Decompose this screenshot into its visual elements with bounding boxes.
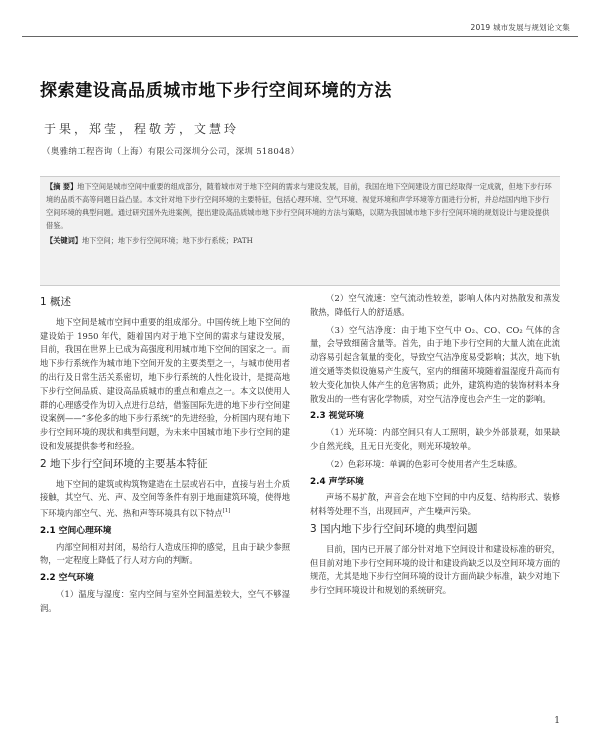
section-3-paragraph: 目前，国内已开展了部分针对地下空间设计和建设标准的研究，但目前对地下步行空间环境的设计和建设尚缺乏以及空间环境方面的规范，尤其是地下步行空间环境的设计方面尚缺少标准，缺少对地下步行空间环境设计和规划的系统研究。: [310, 543, 560, 596]
section-2-3-paragraph-2: （2）色彩环境：单调的色彩可令使用者产生乏味感。: [326, 458, 523, 469]
section-2-text: 地下空间的建筑或构筑物建造在土层或岩石中，直接与岩土介质接触，其空气、光、声、及空间等条件有别于地面建筑环境，使得地下环境内部空气、光、热和声等环境具有以下特点: [40, 478, 290, 518]
citation-ref: [1]: [222, 508, 231, 515]
section-2-4-paragraph: 声场不易扩散，声音会在地下空间的中内反复、结构形式、装修材料等处理不当，出现回声，产生噪声污染。: [310, 492, 560, 517]
header-rule: [22, 36, 578, 37]
section-2-1-heading: 2.1 空间心理环境: [40, 525, 112, 536]
section-2-4-heading: 2.4 声学环境: [310, 476, 364, 487]
section-2-paragraph: [40, 478, 290, 521]
section-2-2-paragraph-2: （2）空气流速：空气流动性较差，影响人体内对热散发和蒸发散热，降低行人的舒适感。: [310, 293, 560, 317]
keywords-text: 地下空间；地下步行空间环境；地下步行系统；PATH: [81, 236, 253, 245]
abstract: [46, 180, 554, 232]
keywords-label: 【关键词】: [46, 236, 82, 245]
section-2-2-paragraph-1: （1）温度与湿度：室内空间与室外空间温差较大，空气不够湿润。: [40, 588, 290, 613]
abstract-box: [40, 176, 560, 286]
article-title: 探索建设高品质城市地下步行空间环境的方法: [40, 81, 392, 101]
right-column: [310, 292, 560, 602]
page-number: 1: [554, 716, 560, 726]
running-header: [0, 0, 600, 34]
section-1-heading: 1 概述: [40, 296, 72, 308]
article-authors: 于果，郑莹，程敬芳，文慧玲: [44, 122, 240, 136]
section-2-3-paragraph-1: （1）光环境：内部空间只有人工照明，缺少外部景观，如果缺少自然光线，且无日光变化，则光环境较单。: [310, 427, 560, 451]
running-title: 2019 城市发展与规划论文集: [470, 23, 570, 32]
section-3-heading: 3 国内地下步行空间环境的典型问题: [310, 522, 478, 535]
left-column: [40, 292, 290, 620]
abstract-text: 地下空间是城市空间中重要的组成部分，随着城市对于地下空间的需求与建设发展，目前，我国在地下空间建设方面已经取得一定成就，但地下步行环境的品质不高等问题日益凸显。本文针对地下步行空间环境的主要特征，包括心理环境、空气环境、视觉环境和声学环境等方面进行分析，并总结国内地下步行空间环境的典型问题。通过研究国外先进案例，提出建设高品质城市地下步行空间环境的方法与策略，以期为我国城市地下步行空间环境的规划设计与建设提供借鉴。: [46, 182, 552, 230]
section-2-3-heading: 2.3 视觉环境: [310, 411, 364, 422]
article-affiliation: （奥雅纳工程咨询（上海）有限公司深圳分公司，深圳 518048）: [42, 147, 300, 157]
abstract-label: 【摘 要】: [46, 182, 78, 191]
keywords: [46, 234, 554, 247]
section-2-1-paragraph: 内部空间相对封闭，易给行人造成压抑的感觉，且由于缺少参照物，一定程度上降低了行人对方向的判断。: [40, 541, 290, 566]
section-2-2-paragraph-3: （3）空气洁净度：由于地下空气中 O₂、CO、CO₂ 气体的含量，会导致细菌含量等。首先，由于地下步行空间的大量人流在此流动容易引起含氧量的变化，导致空气洁净度易受影响；其次，地下轨道交通等类似设施易产生废气，室内的细菌环境随着温湿度升高而有较大变化加快人体产生的危害物质；此外，建筑构造的装饰材料本身散发出的一些有害化学物质，对空气洁净度也会产生一定的影响。: [310, 324, 560, 404]
section-2-heading: 2 地下步行空间环境的主要基本特征: [40, 457, 208, 470]
section-1-paragraph: 地下空间是城市空间中重要的组成部分。中国传统上地下空间的建设始于 1950 年代，随着国内对于地下空间的需求与建设发展，目前，我国在世界上已成为高强度利用城市地下空间的国家之一。而地下步行系统作为城市地下空间开发的主要类型之一，与城市使用者的出行及日常生活关系密切，地下步行系统的人性化设计，是提高地下步行空间品质、建设高品质城市的重点和难点之一。本文以使用人群的心理感受作为切入点进行总结，借鉴国际先进的地下步行空间建设案例——“多伦多的地下步行系统”的先进经验，分析国内现有地下步行空间环境的现状和典型问题，为未来中国城市地下步行空间的建设和发展提供参考和经验。: [40, 316, 290, 451]
section-2-2-heading: 2.2 空气环境: [40, 573, 94, 584]
